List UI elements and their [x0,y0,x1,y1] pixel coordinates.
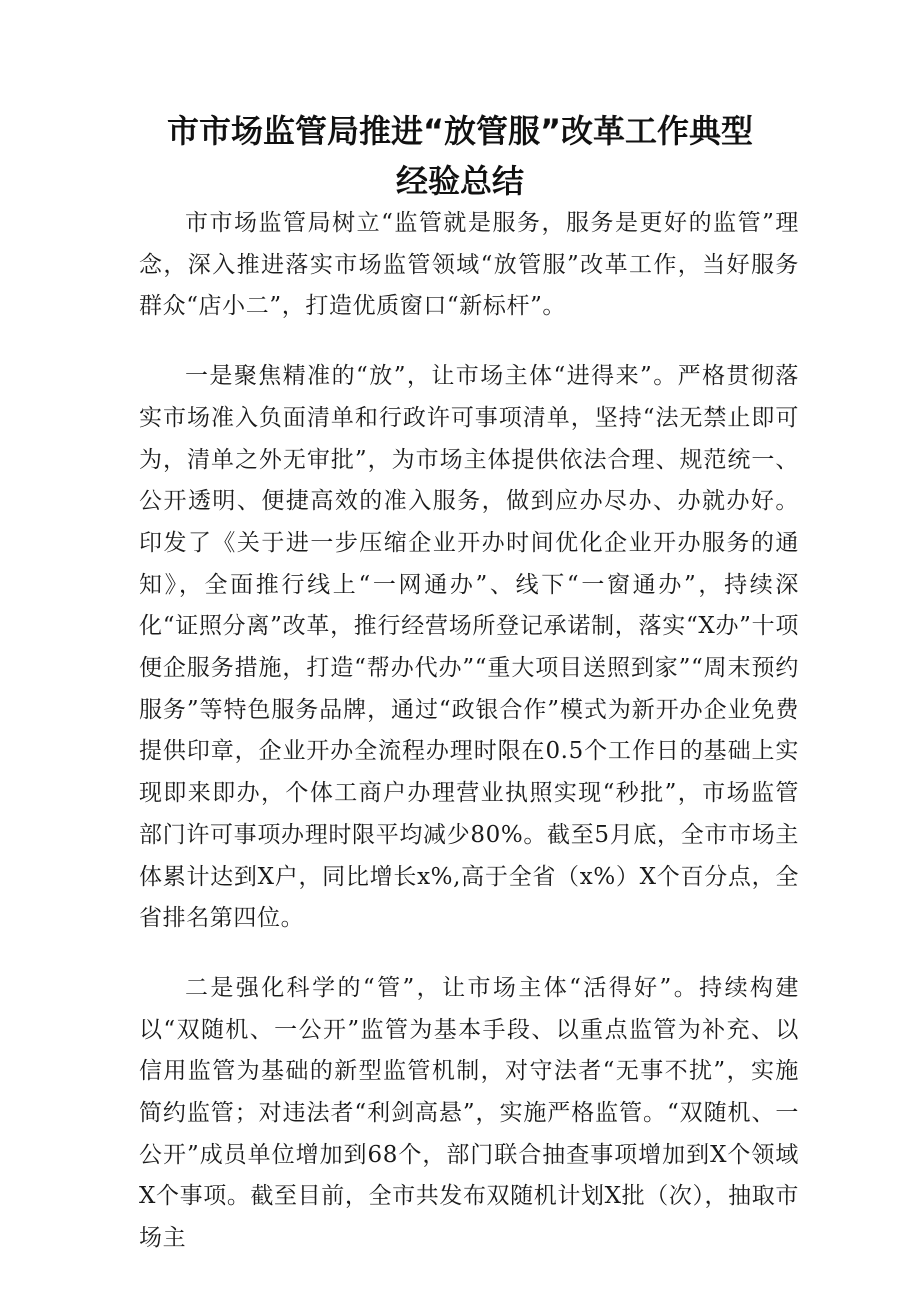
paragraph-intro: 市市场监管局树立“监管就是服务，服务是更好的监管”理念，深入推进落实市场监管领域“放管服”改革工作，当好服务群众“店小二”，打造优质窗口“新标杆”。 [139,210,799,320]
paragraph-guan: 二是强化科学的“管”，让市场主体“活得好”。持续构建以“双随机、一公开”监管为基本手段、以重点监管为补充、以信用监管为基础的新型监管机制，对守法者“无事不扰”，实施简约监管；对违法者“利剑高悬”，实施严格监管。“双随机、一公开”成员单位增加到68个，部门联合抽查事项增加到X个领域X个事项。截至目前，全市共发布双随机计划X批（次），抽取市场主 [139,974,799,1252]
document-title [120,106,800,206]
title-line-2: 经验总结 [395,162,524,200]
title-line-1: 市市场监管局推进“放管服”改革工作典型 [166,112,754,150]
paragraph-fang: 一是聚焦精准的“放”，让市场主体“进得来”。严格贯彻落实市场准入负面清单和行政许可事项清单，坚持“法无禁止即可为，清单之外无审批”，为市场主体提供依法合理、规范统一、公开透明、便捷高效的准入服务，做到应办尽办、办就办好。印发了《关于进一步压缩企业开办时间优化企业开办服务的通知》，全面推行线上“一网通办”、线下“一窗通办”，持续深化“证照分离”改革，推行经营场所登记承诺制，落实“X办”十项便企服务措施，打造“帮办代办”“重大项目送照到家”“周末预约服务”等特色服务品牌，通过“政银合作”模式为新开办企业免费提供印章，企业开办全流程办理时限在0.5个工作日的基础上实现即来即办，个体工商户办理营业执照实现“秒批”，市场监管部门许可事项办理时限平均减少80%。截至5月底，全市市场主体累计达到X户，同比增长x%,高于全省（x%）X个百分点，全省排名第四位。 [139,363,799,932]
document-body [139,203,799,1288]
